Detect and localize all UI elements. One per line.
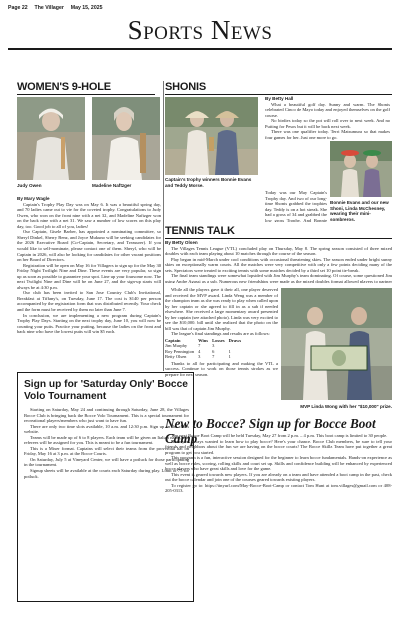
- signup-paragraph: On Saturday, July 5 at Vineyard Center, we will have a potluck for those participating in the tournament.: [24, 456, 189, 468]
- tennis-paragraph: The Villages Tennis League (VTL) concluded play on Thursday, May 8. The spring season consisted of three mixed doubles with each team playing about 10 matches through the course of the season.: [165, 245, 392, 257]
- standings-header: Wins: [198, 337, 209, 343]
- bocce-paragraph: Have you always wanted to learn how to play bocce? Here's your chance. Bocce Club members, be sure to tell your friends and neighbors about the fun we are having on the bocce courts! The Bocce Skillz Team have put together a great program to get you started.: [165, 438, 392, 455]
- womens-heading: WOMEN'S 9-HOLE: [17, 81, 111, 93]
- womens-paragraph: Our club has been invited to San Jose Country Club's Invitational, Breakfast at Tiffany's, on Tuesday, June 17. The cost is $140 per person accompanied by the registration form that was distributed recently. Your check and the form must be received by them no later than June 7.: [17, 290, 161, 312]
- shonis-article-bottom: [165, 190, 327, 222]
- signup-title: Sign up for 'Saturday Only' Bocce Volo Tournament: [24, 379, 188, 402]
- womens-byline: By Mary Wagle: [17, 196, 50, 201]
- bocce-paragraph: This program is a fun, interactive session designed for the beginner to learn bocce fundamentals. Hands-on experience as well as bocce rules, scoring, rolling skills and court set up. Skills and confidence building will be enhanced by experienced bocce players who have great skills and love for the game.: [165, 455, 392, 472]
- issue-date: May 15, 2025: [70, 5, 103, 11]
- masthead-rule: [8, 48, 392, 50]
- signup-paragraph: There are only two time slots available, 10 a.m. and 12:30 p.m. Sign up on the club's website.: [24, 423, 189, 435]
- shonis-heading-rule: [165, 94, 392, 95]
- shonis-byline: By Betty Hall: [265, 96, 294, 101]
- bocce-heading: New to Bocce? Sign up for Bocce Boot Camp: [165, 416, 376, 446]
- standings-cell: 7: [212, 354, 215, 360]
- tennis-byline: By Betty Olsen: [165, 240, 198, 245]
- tennis-article-intro: [165, 240, 392, 283]
- standings-cell: 1: [228, 348, 231, 354]
- signup-paragraph: This is a Mixer format. Captains will select their teams from the proverbial hat on Friday, May 16 at 3 p.m. at the Bocce Courts.: [24, 445, 189, 457]
- standings-cell: 6: [212, 348, 215, 354]
- womens-paragraph: Our Captain, Gisele Barber, has appointed a nominating committee, so Sheryl Dinkel, Sherry Benz, and Joyce Mukuno will be seeking candidates for the 2026 Executive Board (Co-Captain, Secretary, and Treasurer). If you would like to self-nominate, please contact one of them. Sheryl, who will be Captain in 2026, will also be looking for candidates for other vacant positions on her Board of Directors.: [17, 229, 161, 263]
- standings-table: [165, 338, 245, 360]
- womens-article: [17, 196, 161, 367]
- tennis-paragraph: The final team standings were somewhat lopsided with Jim Murphy's team dominating. Of course, some questioned Jim using Andre Agassi as a sub. Numerous new friendships were made as the mixed doubles format allowed players to partner: [165, 273, 392, 283]
- page-number: Page 22: [8, 5, 28, 11]
- tennis-paragraph: Thanks to all for participating and making the VTL a success. Continue to work on those tennis strokes as we prepare for next season.: [165, 360, 278, 378]
- shonis-heading: SHONIS: [165, 81, 206, 93]
- tennis-paragraph: While all the players gave it their all, one player deserved and received the MVP award. Linda Weng was a member of the champion team as she was ready to play when called upon by her captain or she agreed to fill in as a sub if needed elsewhere. She received a large momentary award presented by her captain (see attached photo). Linda was very excited to see the $10,000. bill until she realized that the photo on the bill was that of captain Jim Murphy.: [165, 287, 278, 331]
- tennis-heading-rule: [165, 238, 392, 239]
- womens-heading-rule: [17, 94, 155, 95]
- paper-name: The Villager: [34, 5, 64, 11]
- standings-cell: 3: [212, 343, 215, 349]
- signup-paragraph: Teams will be made up of 6 to 8 players. Each team will be given an Italian name, and referees will be assigned for you. This is meant to be a fun tournament.: [24, 434, 189, 446]
- bocce-paragraph: To register go to: https://tinyurl.com/May-Bocce-Boot-Camp or contact Tom Hunt at tom.villages@gmail.com or 408-205-0313.: [165, 482, 392, 494]
- shonis-paragraph: What a beautiful golf day. Sunny and warm. The Shonis celebrated Cinco de Mayo today and enjoyed themselves on the golf course.: [265, 101, 390, 118]
- photo-madeline-naftzger: [92, 97, 160, 180]
- table-row: [165, 354, 245, 360]
- caption-mvp-linda: MVP Linda Wong with her "$10,000" prize.: [300, 404, 392, 409]
- standings-cell: Roy Pennington: [165, 348, 195, 354]
- caption-madeline-naftzger: Madeline Naftzger: [92, 183, 132, 188]
- photo-mini-sombreros: [330, 141, 392, 197]
- signup-paragraph: Starting on Saturday, May 24 and continuing through Saturday, June 28, the Villages Bocce Club is bringing back the Bocce Volo Tournament. This is a special tournament for recreational players/members who just want to have fun.: [24, 407, 189, 424]
- shonis-paragraph: Today was our May Captain's Trophy day. And two of our long-time Shonis grabbed the trophies day. Teddy is on a hot streak. She had a gross of 34 and grabbed the low gross Trophy. And Bonnie: [265, 190, 327, 222]
- bocce-article: [165, 433, 392, 603]
- bocce-paragraph: The next Bocce Boot Camp will be held Tuesday, May 27 from 2 p.m. – 4 p.m. This boot camp is limited to 30 people.: [171, 433, 388, 438]
- bocce-paragraph: This event is geared towards new players. If you are already on a team and have attended a boot camp in the past, check out the bocce calendar and join one of the courses geared towards existing players.: [165, 471, 392, 483]
- shonis-paragraph: No birdies today so the pot will roll over to next week. And no Putting for Pesos but it will be back next week.: [265, 118, 390, 129]
- shonis-paragraph: There was one qualifier today. Terri Matsumura so that makes four games for her. Just one more to go.: [265, 129, 390, 140]
- caption-mini-sombreros: Bonnie Evans and our new Shoni, Linda McChesney, wearing their mini-sombreros.: [330, 200, 389, 222]
- section-masthead: Sports News: [127, 15, 273, 45]
- womens-paragraph: Registration will be open on May 16 for Villagers to sign up for the May 30 Friday Night Twilight Nine and Dine. These events are very popular, so sign up as soon as possible to guarantee your spot. Line up your foursome now. The next Twilight Nine and Dine will be on June 27, and the sign-up starts will always be at 4:30 p.m.: [17, 262, 161, 290]
- tennis-heading: TENNIS TALK: [165, 225, 235, 237]
- caption-trophy-winners: Captain's trophy winners Bonnie Evans and Teddy Morse.: [165, 177, 252, 188]
- standings-cell: Jim Murphy: [165, 343, 188, 349]
- caption-judy-owen: Judy Owen: [17, 183, 42, 188]
- standings-header: Captain: [165, 337, 181, 343]
- standings-cell: 1: [228, 354, 231, 360]
- womens-paragraph: Captain's Trophy Play Day was on May 6. It was a beautiful spring day, and 70 ladies came out to vie for the coveted trophy. Congratulations to Judy Owen, who won on the front nine with a net 32, and Madeline Naftzger won on the back nine with a net 31. We saw a number of low scores on this play day, too. Good job to all of you, ladies!: [17, 201, 161, 229]
- standings-header: Losses: [212, 337, 225, 343]
- tennis-paragraph: Play began in mid-March under cool conditions with occasional threatening skies. The season ended under bright sunny skies on exceptionally warm courts. All the matches were very competitive with only a few points deciding many of the sets. Spectators were treated to exciting tennis with some matches decided by a third set 10 point tie-break.: [165, 256, 392, 273]
- standings-cell: 3: [198, 354, 201, 360]
- photo-judy-owen: [17, 97, 85, 180]
- standings-cell: 4: [198, 348, 201, 354]
- page-header: [8, 5, 392, 15]
- signup-paragraph: Signup sheets will be available at the courts each Saturday during play. Limit of 75 for potluck.: [24, 468, 189, 479]
- standings-cell: Betty Olsen: [165, 354, 187, 360]
- tennis-paragraph: The league's final standings and results are as follows:: [171, 331, 270, 337]
- womens-paragraph: In conclusion, we are implementing a new program during Captain's Trophy Play Days. Starting on the next trophy day, June 10, you will now be counting your putts. Practice your putting, because the ladies on the front and back nine who have the lowest putts will win $5 each.: [17, 312, 161, 335]
- standings-cell: 7: [198, 343, 201, 349]
- standings-header: Draws: [228, 337, 242, 343]
- photo-mvp-linda: [281, 288, 392, 400]
- photo-trophy-winners: [165, 97, 258, 175]
- column-rule: [163, 81, 164, 371]
